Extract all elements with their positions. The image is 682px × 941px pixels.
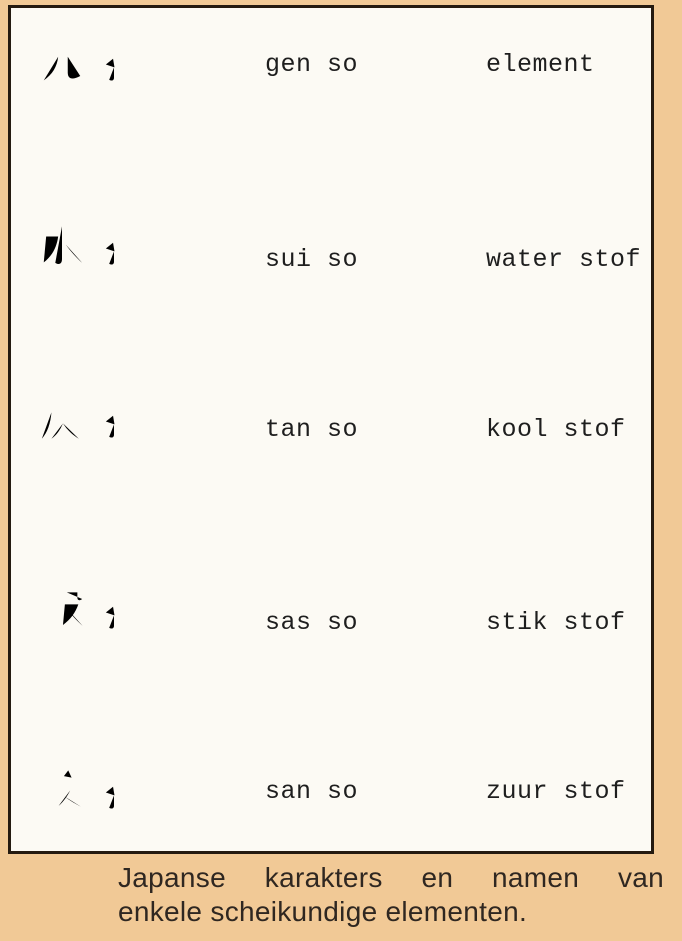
table-row — [11, 217, 651, 301]
table-row — [11, 761, 651, 845]
table-row — [11, 581, 651, 665]
kanji-so-icon — [90, 217, 138, 279]
table-row — [11, 390, 651, 474]
kanji-so-icon — [90, 761, 138, 823]
romaji-reading: san so — [265, 777, 359, 806]
romaji-reading: sui so — [265, 245, 359, 274]
romaji-reading: gen so — [265, 50, 359, 79]
caption-line-2: enkele scheikundige elementen. — [118, 896, 528, 927]
kanji-term-genso — [38, 33, 138, 95]
dutch-translation: kool stof — [486, 415, 626, 444]
kanji-so-icon — [90, 390, 138, 452]
dutch-translation: water stof — [486, 245, 642, 274]
kanji-so-icon — [90, 33, 138, 95]
romaji-reading: sas so — [265, 608, 359, 637]
kanji-sas-icon — [38, 581, 86, 643]
kanji-sui-icon — [38, 217, 86, 279]
kanji-term-suiso — [38, 217, 138, 279]
romaji-reading: tan so — [265, 415, 359, 444]
table-row — [11, 33, 651, 117]
kanji-term-tanso — [38, 390, 138, 452]
caption — [118, 861, 664, 929]
table-panel — [8, 5, 654, 854]
kanji-san-icon — [38, 761, 86, 823]
kanji-term-sasso — [38, 581, 138, 643]
kanji-term-sanso — [38, 761, 138, 823]
kanji-tan-icon — [38, 390, 86, 452]
dutch-translation: element — [486, 50, 595, 79]
dutch-translation: zuur stof — [486, 777, 626, 806]
dutch-translation: stik stof — [486, 608, 626, 637]
kanji-gen-icon — [38, 33, 86, 95]
kanji-so-icon — [90, 581, 138, 643]
caption-line-1: Japanse karakters en namen van — [118, 862, 664, 893]
